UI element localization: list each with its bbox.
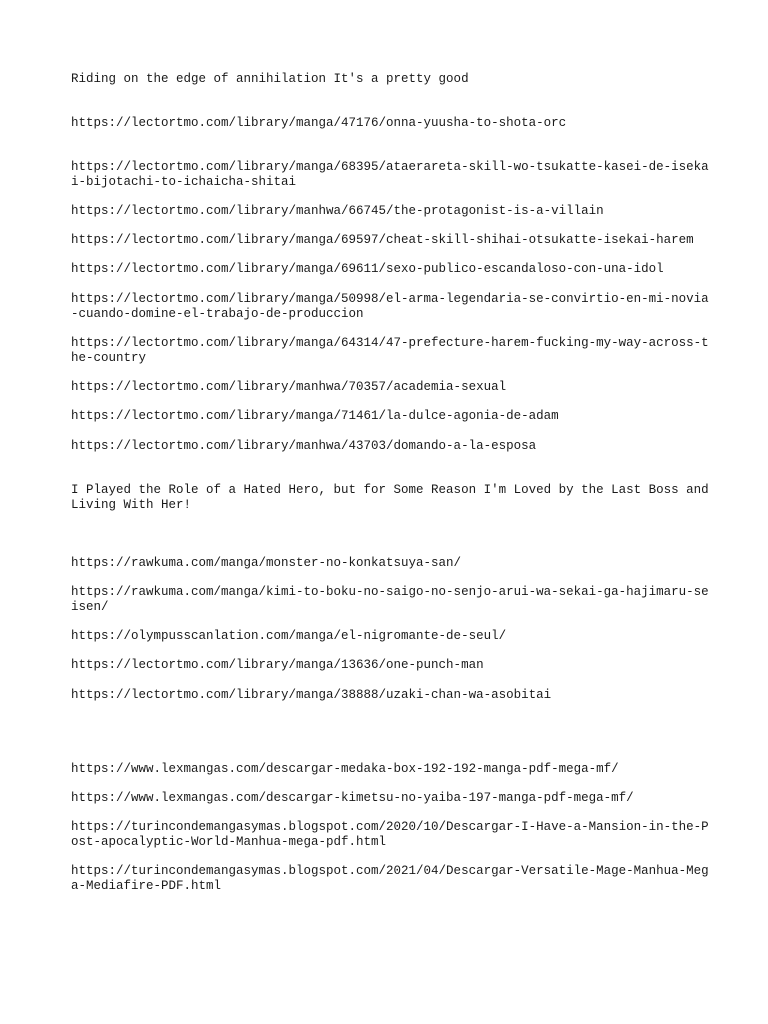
url-link[interactable]: https://lectortmo.com/library/manga/71461/la-dulce-agonia-de-adam [71, 409, 559, 423]
url-link[interactable]: https://lectortmo.com/library/manga/64314/47-prefecture-harem-fucking-my-way-across-the-country [71, 336, 709, 365]
url-link[interactable]: https://lectortmo.com/library/manhwa/70357/academia-sexual [71, 380, 507, 394]
url-link[interactable]: https://www.lexmangas.com/descargar-medaka-box-192-192-manga-pdf-mega-mf/ [71, 762, 619, 776]
url-link[interactable]: https://rawkuma.com/manga/monster-no-konkatsuya-san/ [71, 556, 462, 570]
heading-text: Riding on the edge of annihilation It's a pretty good [71, 72, 469, 86]
url-link[interactable]: https://lectortmo.com/library/manga/13636/one-punch-man [71, 658, 484, 672]
url-link[interactable]: https://lectortmo.com/library/manga/68395/ataerareta-skill-wo-tsukatte-kasei-de-isekai-bijotachi-to-ichaicha-shitai [71, 160, 709, 189]
url-link[interactable]: https://lectortmo.com/library/manhwa/66745/the-protagonist-is-a-villain [71, 204, 604, 218]
url-link[interactable]: https://lectortmo.com/library/manga/50998/el-arma-legendaria-se-convirtio-en-mi-novia-cuando-domine-el-trabajo-de-produccion [71, 292, 709, 321]
url-link[interactable]: https://olympusscanlation.com/manga/el-nigromante-de-seul/ [71, 629, 507, 643]
url-link[interactable]: https://lectortmo.com/library/manhwa/43703/domando-a-la-esposa [71, 439, 537, 453]
url-link[interactable]: https://lectortmo.com/library/manga/47176/onna-yuusha-to-shota-orc [71, 116, 567, 130]
url-link[interactable]: https://www.lexmangas.com/descargar-kimetsu-no-yaiba-197-manga-pdf-mega-mf/ [71, 791, 634, 805]
url-link[interactable]: https://lectortmo.com/library/manga/69611/sexo-publico-escandaloso-con-una-idol [71, 262, 664, 276]
url-link[interactable]: https://turincondemangasymas.blogspot.com/2021/04/Descargar-Versatile-Mage-Manhua-Mega-Mediafire-PDF.html [71, 864, 709, 893]
url-link[interactable]: https://rawkuma.com/manga/kimi-to-boku-no-saigo-no-senjo-arui-wa-sekai-ga-hajimaru-seisen/ [71, 585, 709, 614]
url-link[interactable]: https://lectortmo.com/library/manga/38888/uzaki-chan-wa-asobitai [71, 688, 552, 702]
heading-text: I Played the Role of a Hated Hero, but for Some Reason I'm Loved by the Last Boss and Living With Her! [71, 483, 717, 512]
url-link[interactable]: https://turincondemangasymas.blogspot.com/2020/10/Descargar-I-Have-a-Mansion-in-the-Post-apocalyptic-World-Manhua-mega-pdf.html [71, 820, 709, 849]
url-link[interactable]: https://lectortmo.com/library/manga/69597/cheat-skill-shihai-otsukatte-isekai-harem [71, 233, 694, 247]
